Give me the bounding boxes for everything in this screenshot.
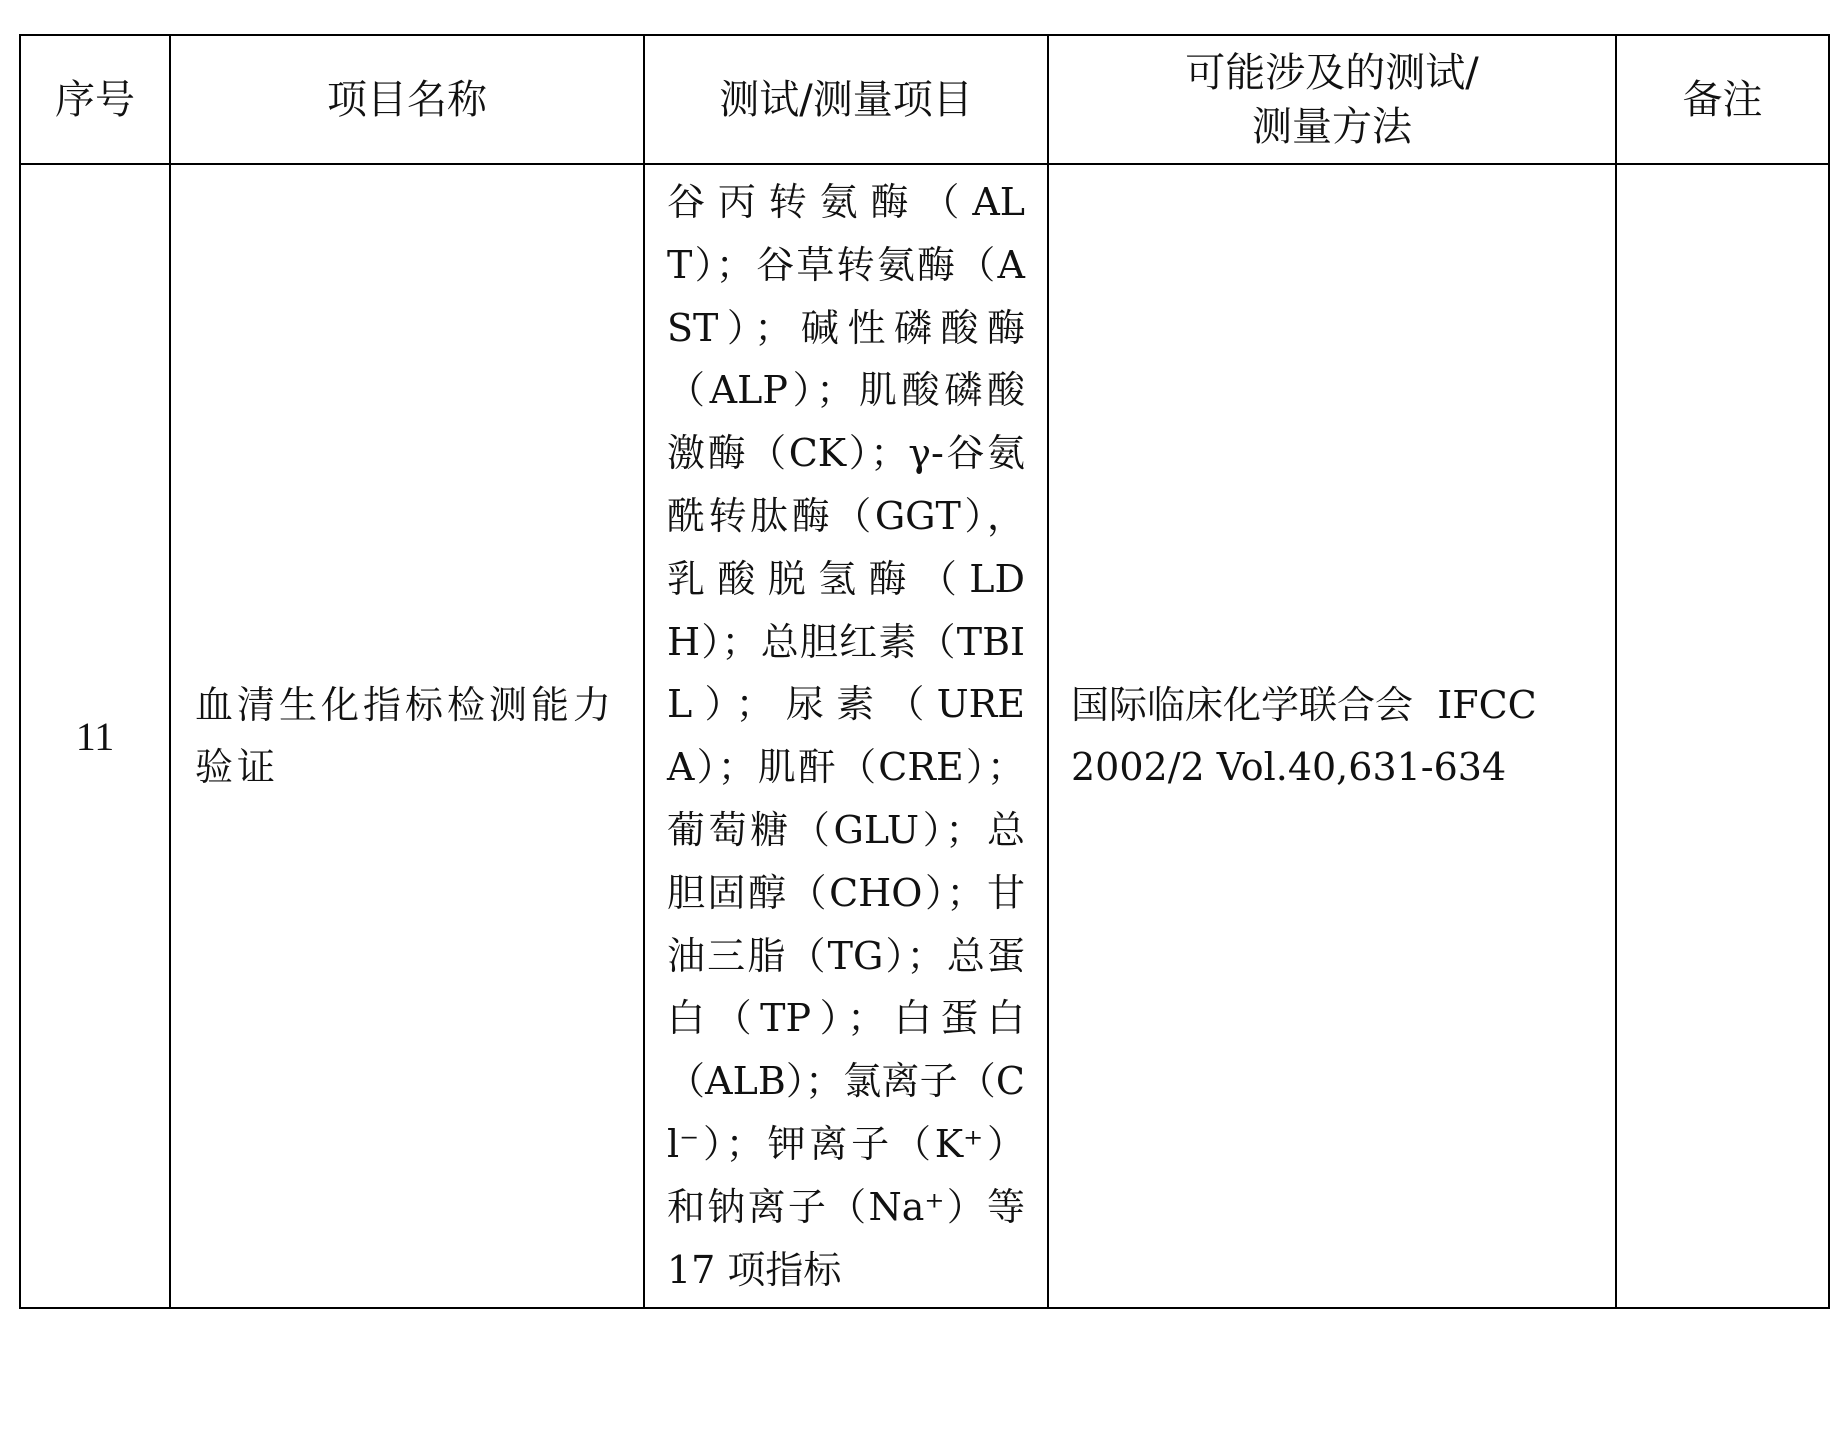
row-seq: 11 [20, 164, 170, 1308]
table-row [20, 164, 1829, 1308]
header-method-line2: 测量方法 [1252, 103, 1412, 150]
header-items: 测试/测量项目 [644, 35, 1048, 164]
header-note: 备注 [1616, 35, 1829, 164]
document-page [19, 34, 1828, 1309]
proficiency-testing-table [19, 34, 1830, 1309]
header-method [1048, 35, 1616, 164]
method-abbreviation: IFCC [1437, 683, 1537, 728]
header-seq: 序号 [20, 35, 170, 164]
header-name: 项目名称 [170, 35, 644, 164]
table-header-row [20, 35, 1829, 164]
header-method-line1: 可能涉及的测试/ [1185, 49, 1479, 96]
row-method [1048, 164, 1616, 1308]
method-organization: 国际临床化学联合会 [1071, 683, 1414, 728]
row-note [1616, 164, 1829, 1308]
row-name: 血清生化指标检测能力验证 [170, 164, 644, 1308]
row-items: 谷丙转氨酶（ALT）；谷草转氨酶（AST）；碱性磷酸酶（ALP）；肌酸磷酸激酶（CK）；γ-谷氨酰转肽酶（GGT），乳酸脱氢酶（LDH）；总胆红素（TBIL）；尿素（UREA）；肌酐（CRE）；葡萄糖（GLU）；总胆固醇（CHO）；甘油三脂（TG）；总蛋白（TP）；白蛋白（ALB）；氯离子（Cl⁻）；钾离子（K⁺）和钠离子（Na⁺）等 17 项指标 [644, 164, 1048, 1308]
method-reference: 2002/2 Vol.40,631-634 [1071, 745, 1507, 790]
